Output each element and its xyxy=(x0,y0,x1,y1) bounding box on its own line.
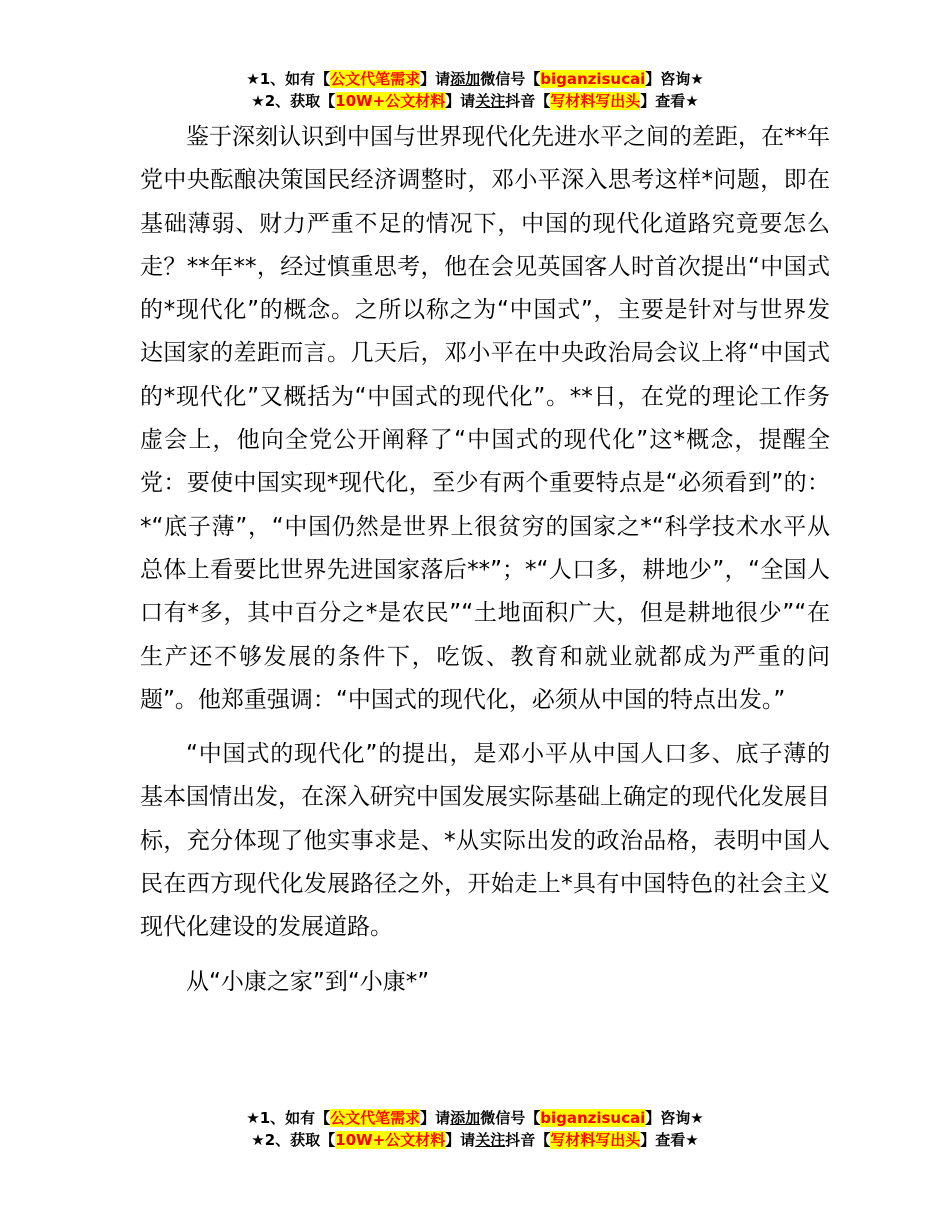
footer-banner xyxy=(0,1107,950,1151)
banner-text: 微信号【 xyxy=(480,1109,541,1127)
document-body xyxy=(140,116,830,1004)
banner-text-underlined: 添加 xyxy=(450,70,481,88)
star-icon: ★ xyxy=(685,92,699,110)
banner-text: 抖音【 xyxy=(505,1131,551,1149)
banner-text: 】请 xyxy=(420,1109,451,1127)
star-icon: ★ xyxy=(690,1109,704,1127)
banner-line-2 xyxy=(0,90,950,112)
highlight-wechat-id: biganzisucai xyxy=(540,70,646,88)
star-icon: ★ xyxy=(685,1131,699,1149)
highlight-materials: 10W+公文材料 xyxy=(335,92,446,110)
star-icon: ★ xyxy=(251,1131,265,1149)
star-icon: ★ xyxy=(246,1109,260,1127)
banner-text: 抖音【 xyxy=(505,92,551,110)
banner-text-underlined: 关注 xyxy=(475,92,506,110)
highlight-service: 公文代笔需求 xyxy=(330,70,421,88)
paragraph: “中国式的现代化”的提出，是邓小平从中国人口多、底子薄的基本国情出发，在深入研究中国发展实际基础上确定的现代化发展目标，充分体现了他实事求是、*从实际出发的政治品格，表明中国人民在西方现代化发展路径之外，开始走上*具有中国特色的社会主义现代化建设的发展道路。 xyxy=(140,741,830,941)
highlight-douyin: 写材料写出头 xyxy=(550,1131,641,1149)
banner-text: 1、如有【 xyxy=(259,70,331,88)
paragraph: 鉴于深刻认识到中国与世界现代化先进水平之间的差距，在**年党中央酝酿决策国民经济调整时，邓小平深入思考这样*问题，即在基础薄弱、财力严重不足的情况下，中国的现代化道路究竟要怎么走？**年**，经过慎重思考，他在会见英国客人时首次提出“中国式的*现代化”的概念。之所以称之为“中国式”，主要是针对与世界发达国家的差距而言。几天后，邓小平在中央政治局会议上将“中国式的*现代化”又概括为“中国式的现代化”。**日，在党的理论工作务虚会上，他向全党公开阐释了“中国式的现代化”这*概念，提醒全党：要使中国实现*现代化，至少有两个重要特点是“必须看到”的：*“底子薄”，“中国仍然是世界上很贫穷的国家之*“科学技术水平从总体上看要比世界先进国家落后**”；*“人口多，耕地少”，“全国人口有*多，其中百分之*是农民”“土地面积广大，但是耕地很少”“在生产还不够发展的条件下，吃饭、教育和就业就都成为严重的问题”。他郑重强调：“中国式的现代化，必须从中国的特点出发。” xyxy=(140,124,830,713)
banner-text: 】查看 xyxy=(640,1131,686,1149)
banner-text: 】咨询 xyxy=(645,70,691,88)
banner-text: 2、获取【 xyxy=(264,92,336,110)
banner-text-underlined: 添加 xyxy=(450,1109,481,1127)
banner-line-2 xyxy=(0,1129,950,1151)
banner-text: 2、获取【 xyxy=(264,1131,336,1149)
banner-text: 】咨询 xyxy=(645,1109,691,1127)
highlight-materials: 10W+公文材料 xyxy=(335,1131,446,1149)
banner-text: 】请 xyxy=(445,1131,476,1149)
banner-text: 】查看 xyxy=(640,92,686,110)
highlight-douyin: 写材料写出头 xyxy=(550,92,641,110)
banner-text: 1、如有【 xyxy=(259,1109,331,1127)
section-heading: 从“小康之家”到“小康*” xyxy=(186,968,430,995)
banner-text: 微信号【 xyxy=(480,70,541,88)
star-icon: ★ xyxy=(690,70,704,88)
star-icon: ★ xyxy=(251,92,265,110)
banner-line-1 xyxy=(0,68,950,90)
banner-text: 】请 xyxy=(445,92,476,110)
banner-text: 】请 xyxy=(420,70,451,88)
star-icon: ★ xyxy=(246,70,260,88)
highlight-service: 公文代笔需求 xyxy=(330,1109,421,1127)
header-banner xyxy=(0,68,950,112)
banner-text-underlined: 关注 xyxy=(475,1131,506,1149)
banner-line-1 xyxy=(0,1107,950,1129)
highlight-wechat-id: biganzisucai xyxy=(540,1109,646,1127)
